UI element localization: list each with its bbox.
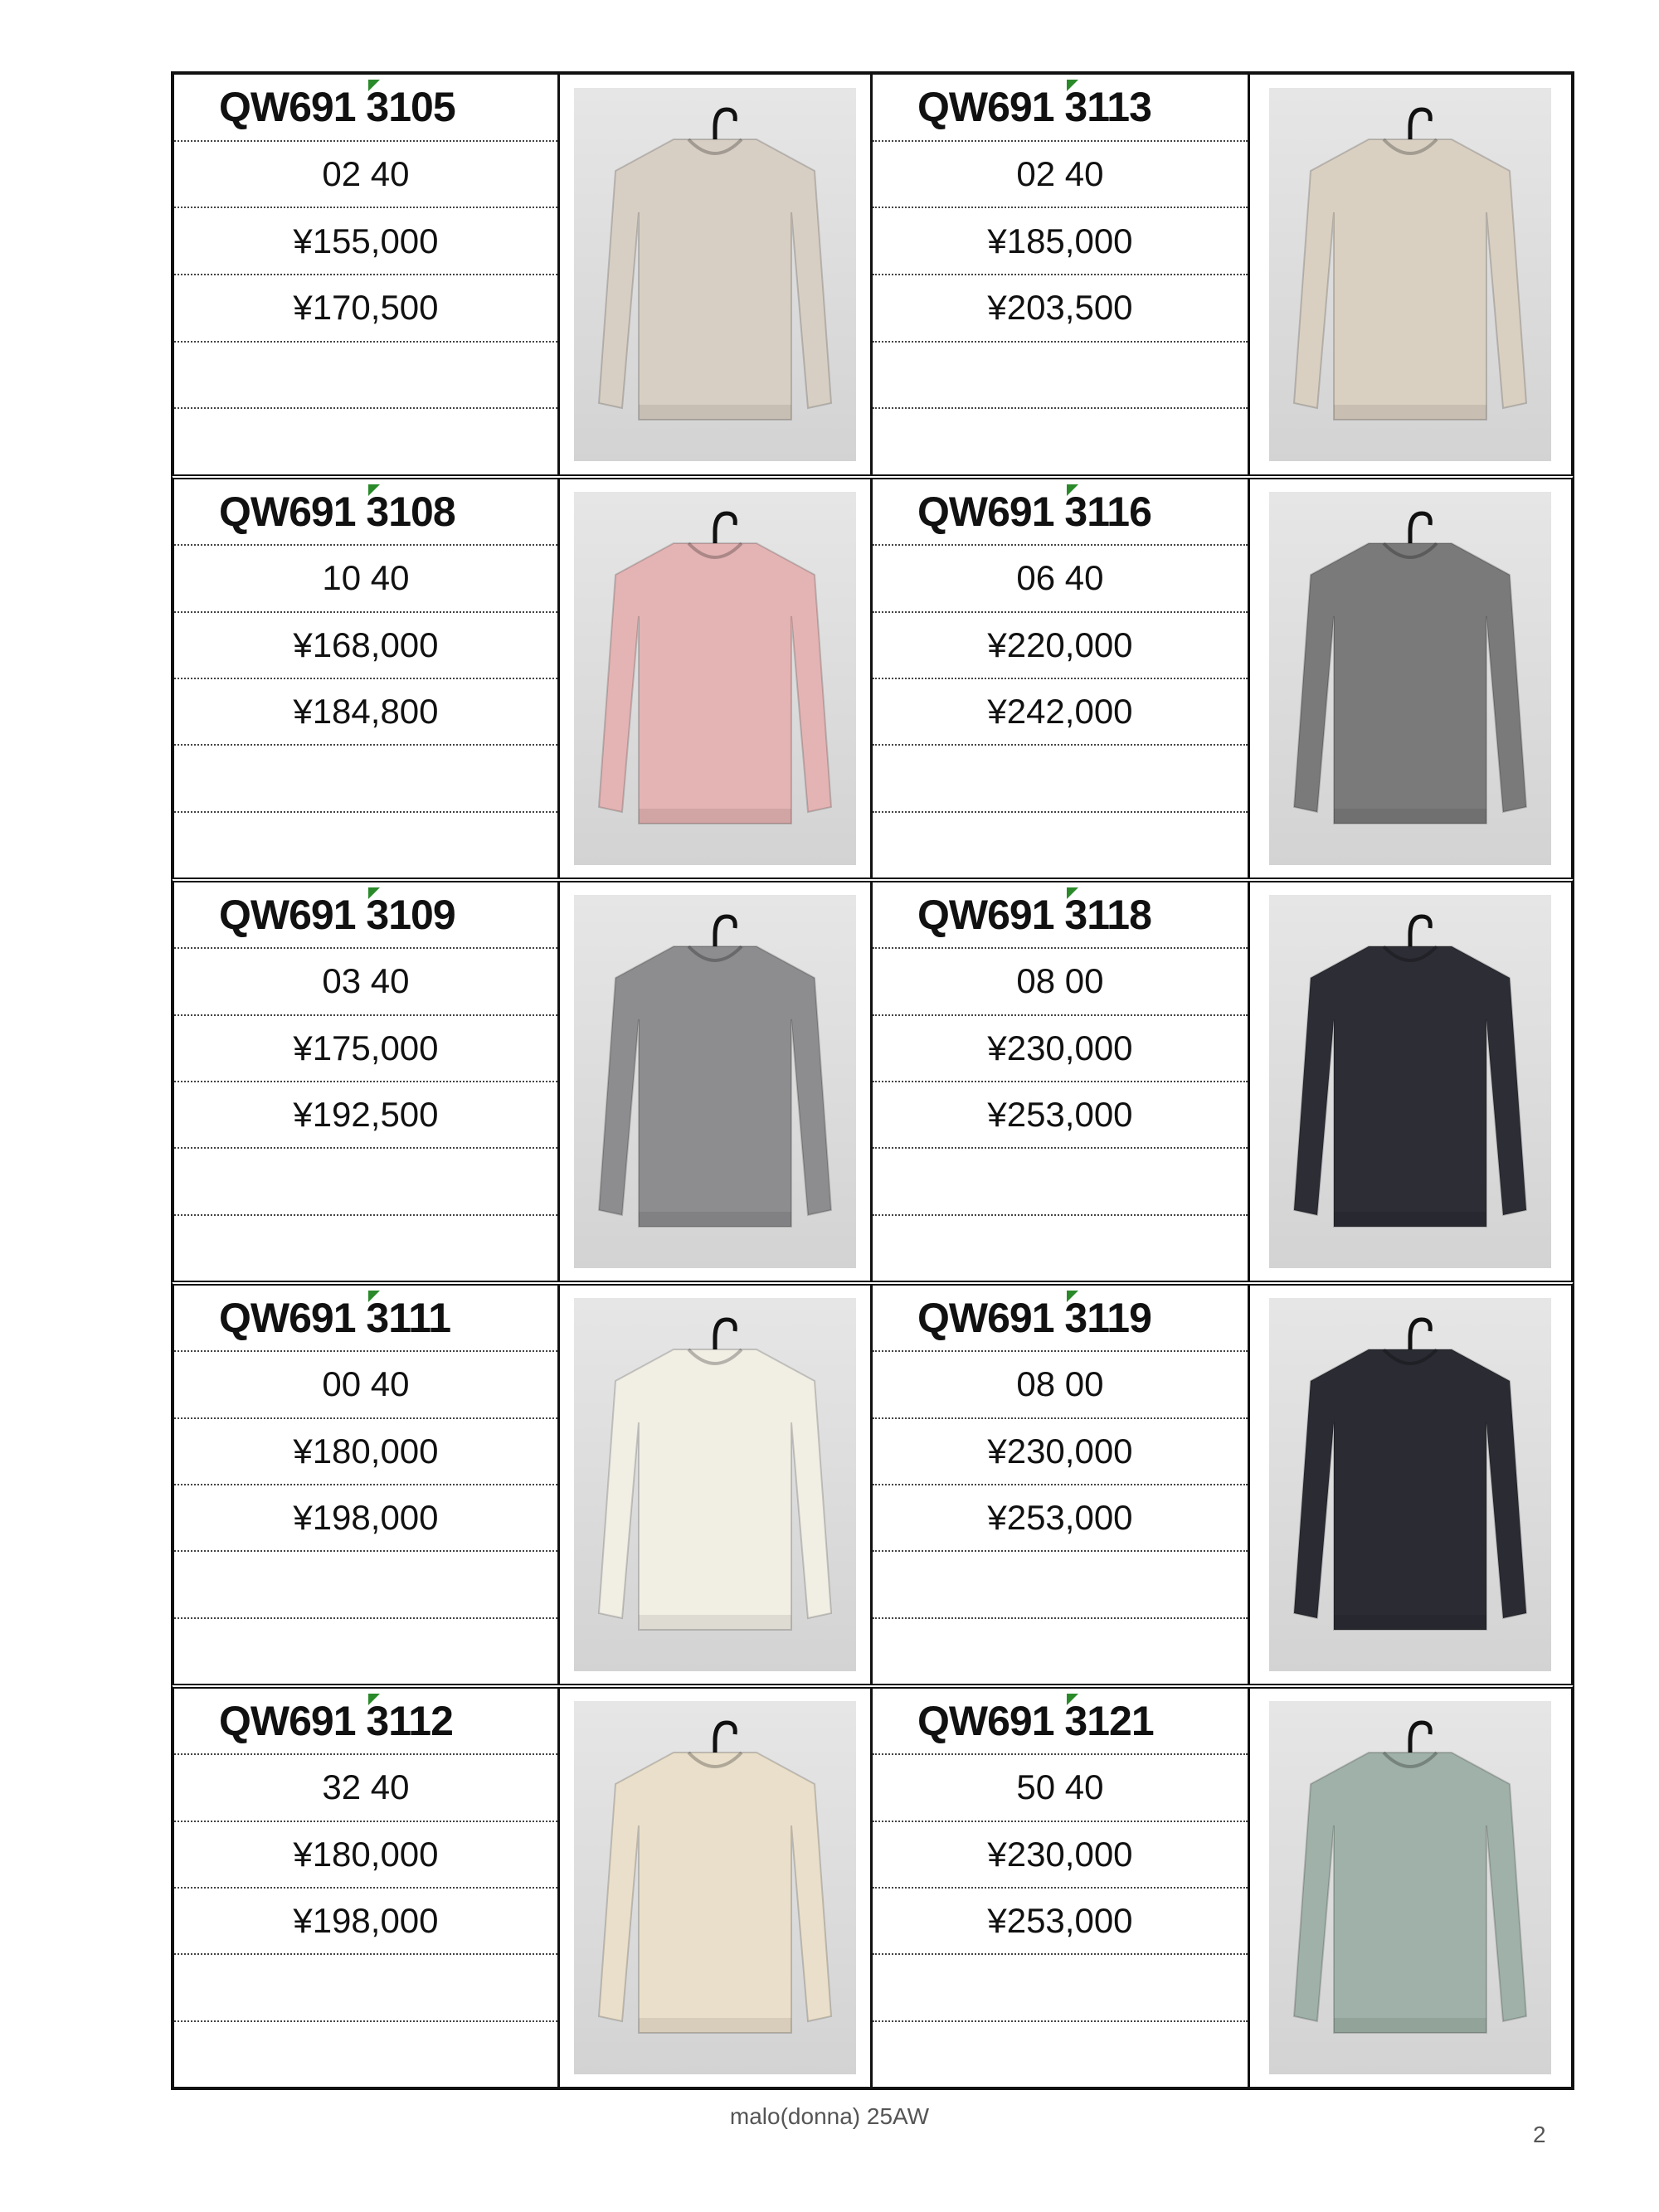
product-row [171,1684,1574,2090]
product-code: QW691 3121 [917,1698,1154,1745]
product-row [171,474,1574,878]
price-with-tax: ¥170,500 [174,275,557,343]
document-footer: malo(donna) 25AW [729,2103,930,2129]
price: ¥180,000 [174,1419,557,1485]
product-code: QW691 3108 [219,489,455,536]
color-size: 50 40 [873,1755,1248,1821]
sweater-icon [1269,492,1551,865]
sweater-icon [574,1701,856,2074]
product-info [174,479,560,878]
product-code: QW691 3113 [917,84,1151,131]
color-size: 02 40 [174,142,557,209]
product-info [873,1689,1250,2087]
color-size: 02 40 [873,142,1248,209]
price: ¥180,000 [174,1822,557,1889]
comment-marker-icon [368,1694,380,1705]
product-info [873,882,1250,1281]
product-photo [1250,1286,1571,1684]
empty-cell [174,1955,557,2021]
product-code: QW691 3112 [219,1698,453,1745]
product-info [873,1286,1250,1684]
comment-marker-icon [368,484,380,496]
empty-cell [174,813,557,878]
product-sheet [171,71,1574,2090]
empty-cell [873,1619,1248,1684]
price: ¥220,000 [873,613,1248,679]
product-photo [1250,479,1571,878]
product-code: QW691 3105 [219,84,455,131]
product-info [174,882,560,1281]
product-code: QW691 3119 [917,1295,1151,1342]
price: ¥168,000 [174,613,557,679]
product-info [174,75,560,474]
empty-cell [873,746,1248,812]
price-with-tax: ¥203,500 [873,275,1248,343]
sweater-icon [574,492,856,865]
price-with-tax: ¥198,000 [174,1889,557,1955]
empty-cell [174,1552,557,1618]
comment-marker-icon [1067,887,1078,899]
product-photo [1250,75,1571,474]
product-info [873,479,1250,878]
price: ¥155,000 [174,208,557,275]
empty-cell [873,409,1248,474]
product-code: QW691 3109 [219,892,455,939]
price-with-tax: ¥198,000 [174,1485,557,1552]
empty-cell [174,343,557,410]
product-photo [560,1286,873,1684]
empty-cell [873,2022,1248,2087]
product-code: QW691 3116 [917,489,1151,536]
page-number: 2 [1533,2122,1546,2147]
price: ¥230,000 [873,1419,1248,1485]
color-size: 08 00 [873,949,1248,1015]
empty-cell [873,1149,1248,1215]
empty-cell [174,409,557,474]
product-photo [1250,1689,1571,2087]
price-with-tax: ¥253,000 [873,1889,1248,1955]
product-code: QW691 3111 [219,1295,451,1342]
comment-marker-icon [1067,1291,1078,1302]
color-size: 08 00 [873,1352,1248,1418]
empty-cell [873,1955,1248,2021]
price: ¥230,000 [873,1822,1248,1889]
product-photo [560,75,873,474]
empty-cell [873,1216,1248,1281]
color-size: 03 40 [174,949,557,1015]
product-photo [1250,882,1571,1281]
price-with-tax: ¥242,000 [873,679,1248,746]
sweater-icon [574,88,856,461]
product-photo [560,882,873,1281]
comment-marker-icon [1067,1694,1078,1705]
product-row [171,878,1574,1281]
comment-marker-icon [368,80,380,91]
price: ¥185,000 [873,208,1248,275]
sweater-icon [1269,895,1551,1268]
empty-cell [174,2022,557,2087]
price-with-tax: ¥253,000 [873,1485,1248,1552]
sweater-icon [1269,1298,1551,1671]
price-with-tax: ¥253,000 [873,1082,1248,1149]
color-size: 32 40 [174,1755,557,1821]
price-with-tax: ¥184,800 [174,679,557,746]
empty-cell [174,1619,557,1684]
color-size: 00 40 [174,1352,557,1418]
price: ¥175,000 [174,1016,557,1082]
product-photo [560,479,873,878]
sweater-icon [1269,88,1551,461]
empty-cell [873,343,1248,410]
price-with-tax: ¥192,500 [174,1082,557,1149]
empty-cell [873,813,1248,878]
empty-cell [174,1216,557,1281]
color-size: 10 40 [174,546,557,612]
product-info [174,1689,560,2087]
sweater-icon [574,895,856,1268]
empty-cell [873,1552,1248,1618]
product-code: QW691 3118 [917,892,1151,939]
sweater-icon [574,1298,856,1671]
comment-marker-icon [1067,80,1078,91]
price: ¥230,000 [873,1016,1248,1082]
product-photo [560,1689,873,2087]
product-row [171,1281,1574,1684]
sweater-icon [1269,1701,1551,2074]
product-info [174,1286,560,1684]
color-size: 06 40 [873,546,1248,612]
comment-marker-icon [368,887,380,899]
product-info [873,75,1250,474]
comment-marker-icon [368,1291,380,1302]
product-row [171,71,1574,474]
empty-cell [174,1149,557,1215]
empty-cell [174,746,557,812]
comment-marker-icon [1067,484,1078,496]
